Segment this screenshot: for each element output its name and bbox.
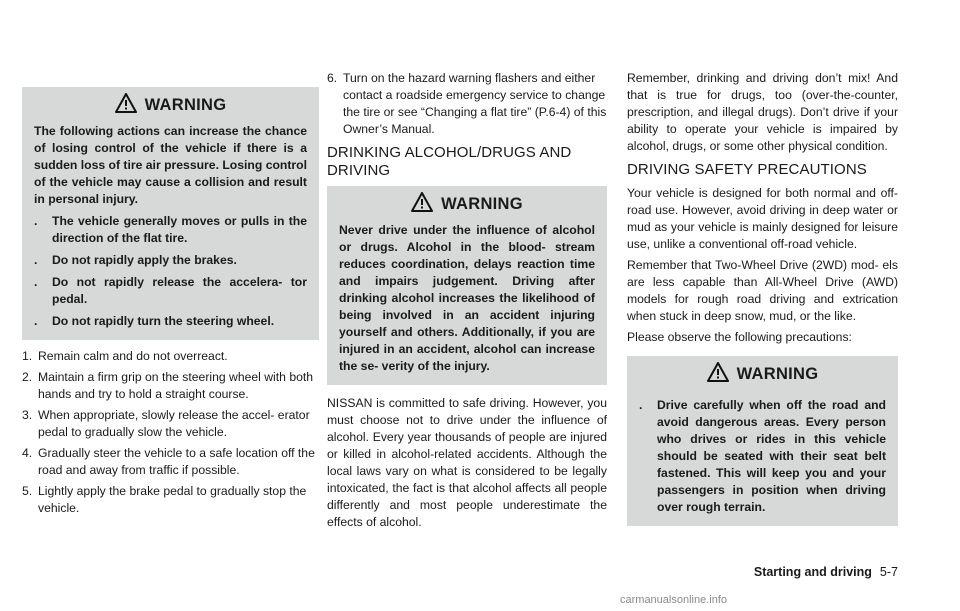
tire-warning-box <box>22 87 319 340</box>
warning-title: WARNING <box>736 364 819 383</box>
body-paragraph: NISSAN is committed to safe driving. However, you must choose not to drive under the influence of alcohol. Every year thousands of people are injured or killed in alcohol-related accidents. Although the local laws vary on what is considered to be legally intoxicated, the fact is that alcohol affects all people differently and most people underestimate the effects of alcohol. <box>327 396 607 529</box>
warning-header <box>339 186 595 222</box>
warning-triangle-icon <box>707 362 729 387</box>
warning-bullet: . Drive carefully when off the road and avoid dangerous areas. Every person who drives or rides in this vehicle should be seated with their seat belt fastened. This will keep you and your passengers in position when driving over rough terrain. <box>639 398 886 514</box>
offroad-warning-box <box>627 356 898 526</box>
warning-header <box>34 87 307 123</box>
footer-section-title: Starting and driving <box>753 565 872 579</box>
step-item: 1. Remain calm and do not overreact. <box>22 349 228 363</box>
watermark: carmanualsonline.info <box>620 594 728 606</box>
body-paragraph: Remember, drinking and driving don’t mix! And that is true for drugs, too (over-the-counter, prescription, and illegal drugs). Don’t drive if your ability to operate your vehicle is impaired by alcohol, drugs, or some other physical condition. <box>627 71 898 153</box>
warning-bullet: . Do not rapidly release the accelera- tor pedal. <box>34 275 307 306</box>
warning-bullet: . Do not rapidly turn the steering wheel. <box>34 314 275 328</box>
step-item: 3. When appropriate, slowly release the accel- erator pedal to gradually slow the vehicle. <box>22 408 310 439</box>
step-item: 4. Gradually steer the vehicle to a safe location off the road and away from traffic if possible. <box>22 446 315 477</box>
steps-list <box>22 348 319 517</box>
warning-bullet: . Do not rapidly apply the brakes. <box>34 253 237 267</box>
warning-triangle-icon <box>411 192 433 217</box>
warning-header <box>639 356 886 392</box>
page-number: 5-7 <box>879 565 898 579</box>
body-paragraph: Please observe the following precautions: <box>627 330 852 344</box>
warning-bullet: . The vehicle generally moves or pulls in the direction of the flat tire. <box>34 214 307 245</box>
step-item: 5. Lightly apply the brake pedal to gradually stop the vehicle. <box>22 484 307 515</box>
warning-text: Never drive under the influence of alcohol or drugs. Alcohol in the blood- stream reduces coordination, delays reaction time and impairs judgement. Driving after drinking alcohol increases the likelihood of being involved in an accident injuring yourself and others. Additionally, if you are injured in an accident, alcohol can increase the se- verity of the injury. <box>339 223 595 373</box>
alcohol-warning-box <box>327 186 607 385</box>
step-item: 6. Turn on the hazard warning flashers and either contact a roadside emergency service to change the tire or see “Changing a flat tire” (P.6-4) of this Owner’s Manual. <box>327 71 607 136</box>
warning-title: WARNING <box>144 95 227 114</box>
page-footer <box>754 564 898 581</box>
column-middle <box>327 0 607 535</box>
body-paragraph: Your vehicle is designed for both normal and off-road use. However, avoid driving in deep water or mud as your vehicle is mainly designed for leisure use, unlike a conventional off-road vehicle. <box>627 186 898 251</box>
warning-title: WARNING <box>441 194 523 213</box>
warning-triangle-icon <box>115 93 137 118</box>
section-heading-safety: DRIVING SAFETY PRECAUTIONS <box>627 161 867 178</box>
section-heading-drinking: DRINKING ALCOHOL/DRUGS AND DRIVING <box>327 144 572 179</box>
column-left <box>22 0 319 521</box>
body-paragraph: Remember that Two-Wheel Drive (2WD) mod- els are less capable than All-Wheel Drive (AWD) models for rough road driving and extrication when stuck in deep snow, mud, or the like. <box>627 258 898 323</box>
column-right <box>627 0 898 526</box>
step-item: 2. Maintain a firm grip on the steering wheel with both hands and try to hold a straight course. <box>22 370 314 401</box>
warning-text: The following actions can increase the chance of losing control of the vehicle if there is a sudden loss of tire air pressure. Losing control of the vehicle may cause a collision and result in personal injury. <box>34 124 307 206</box>
